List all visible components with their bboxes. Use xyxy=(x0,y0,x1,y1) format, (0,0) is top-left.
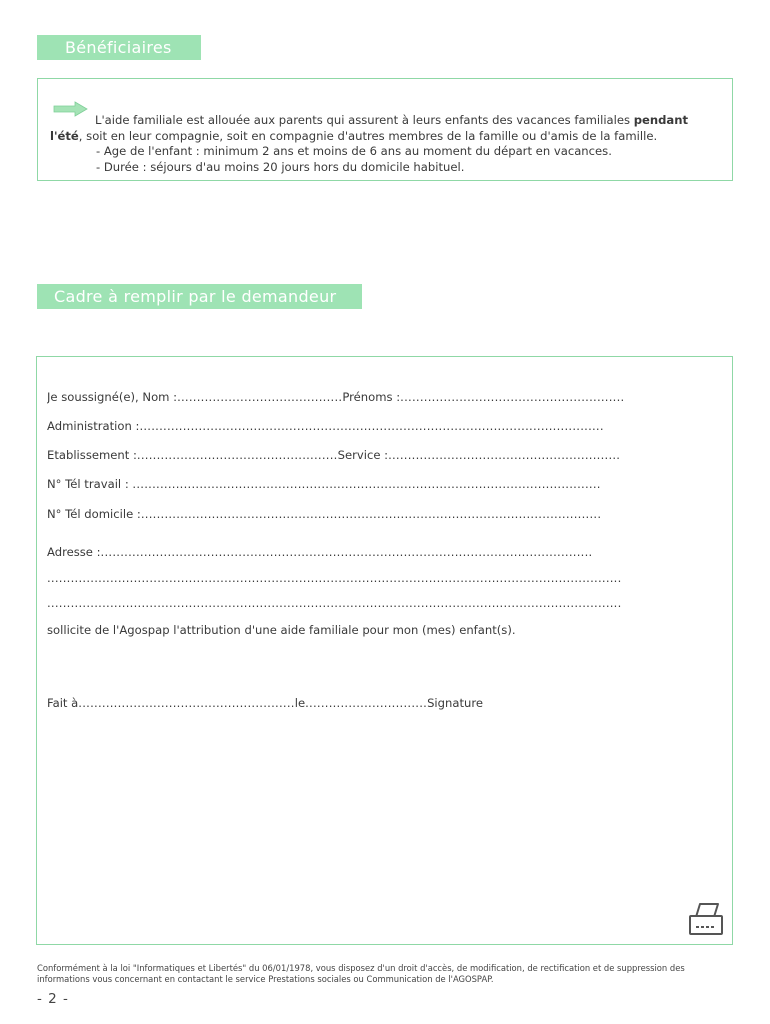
field-tel-travail[interactable] xyxy=(47,477,601,491)
signature-label: Signature xyxy=(427,696,484,710)
field-label: Je soussigné(e), Nom : xyxy=(47,390,178,404)
printer-icon[interactable] xyxy=(688,902,724,936)
field-adresse-line-2[interactable]: .................................................................................................................................................. xyxy=(47,571,622,585)
info-line-3 xyxy=(96,143,612,159)
field-dots: .......................................... xyxy=(177,390,343,404)
field-dots: ..................................................................................................................... xyxy=(140,507,602,521)
field-adresse[interactable] xyxy=(47,545,592,559)
field-etablissement-service[interactable] xyxy=(47,448,620,462)
field-dots: ......................................................... xyxy=(400,390,625,404)
field-label: Etablissement : xyxy=(47,448,137,462)
field-label: Service : xyxy=(337,448,389,462)
field-label: Prénoms : xyxy=(342,390,401,404)
legal-note: Conformément à la loi "Informatiques et Libertés" du 06/01/1978, vous disposez d'un droit d'accès, de modification, de rectification et de suppression des informations vous concernant en contactant le service Prestations sociales ou Communication de l'AGOSPAP. xyxy=(37,963,685,984)
field-label: N° Tél travail : xyxy=(47,477,133,491)
field-label: Adresse : xyxy=(47,545,101,559)
field-dots: ...................................................................................................................... xyxy=(139,419,604,433)
field-dots: ................................................... xyxy=(136,448,338,462)
info-text-4: - Durée : séjours d'au moins 20 jours hors du domicile habituel. xyxy=(96,160,465,174)
field-dots: ........................................................... xyxy=(388,448,621,462)
info-bold-1: pendant xyxy=(633,113,689,127)
form-box xyxy=(36,356,733,945)
sollicite-text: sollicite de l'Agospap l'attribution d'une aide familiale pour mon (mes) enfant(s). xyxy=(47,623,516,637)
info-text-2: , soit en leur compagnie, soit en compagnie d'autres membres de la famille ou d'amis de la famille. xyxy=(78,129,658,143)
section-title-text: Cadre à remplir par le demandeur xyxy=(54,287,337,306)
info-line-1 xyxy=(95,112,688,128)
page-number: - 2 - xyxy=(37,991,69,1007)
field-label: N° Tél domicile : xyxy=(47,507,141,521)
field-dots: ............................... xyxy=(305,696,428,710)
field-dots: ....................................................... xyxy=(78,696,295,710)
info-line-4 xyxy=(96,159,464,175)
field-nom-prenoms[interactable] xyxy=(47,390,625,404)
info-text-3: - Age de l'enfant : minimum 2 ans et moins de 6 ans au moment du départ en vacances. xyxy=(96,144,612,158)
field-tel-domicile[interactable] xyxy=(47,507,601,521)
field-fait-le-signature[interactable] xyxy=(47,696,483,710)
info-box xyxy=(37,78,733,181)
field-administration[interactable] xyxy=(47,419,604,433)
info-text-1: L'aide familiale est allouée aux parents qui assurent à leurs enfants des vacances familiales xyxy=(95,113,634,127)
section-title-text: Bénéficiaires xyxy=(65,38,172,57)
info-line-2 xyxy=(50,128,657,144)
section-title-cadre xyxy=(37,284,362,309)
field-dots: ....................................................................................................................... xyxy=(132,477,601,491)
field-label: Administration : xyxy=(47,419,140,433)
field-label: le xyxy=(294,696,306,710)
field-label: Fait à xyxy=(47,696,79,710)
field-adresse-line-3[interactable]: .................................................................................................................................................. xyxy=(47,596,622,610)
field-dots: ............................................................................................................................. xyxy=(100,545,593,559)
section-title-beneficiaires xyxy=(37,35,201,60)
info-bold-2: l'été xyxy=(50,129,79,143)
right-arrow-icon xyxy=(53,101,89,117)
